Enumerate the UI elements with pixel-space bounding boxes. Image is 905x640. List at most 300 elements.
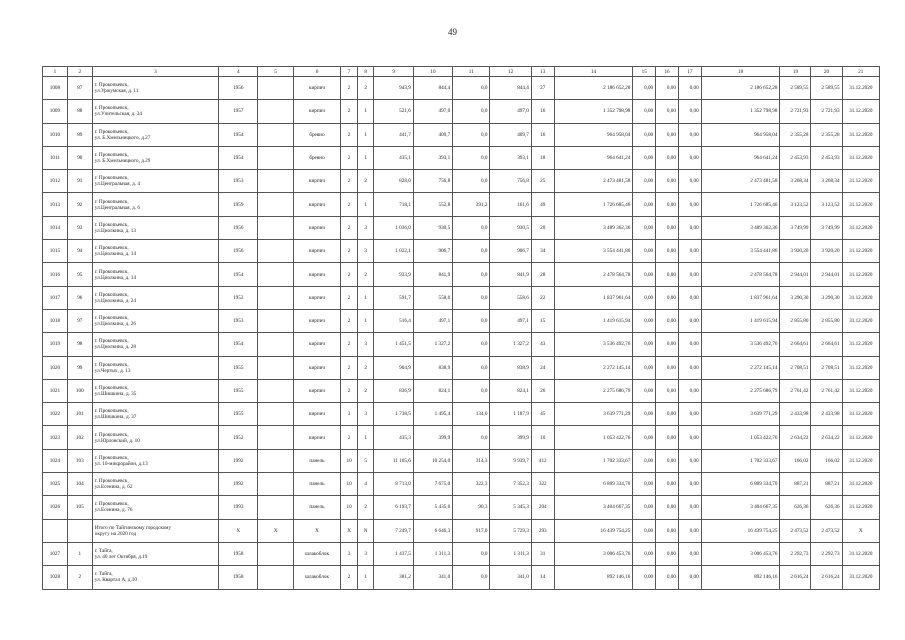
cell-s18: 1 837 961,64 bbox=[701, 286, 780, 309]
cell-k: 100 bbox=[67, 379, 92, 402]
cell-n: 1009 bbox=[43, 100, 68, 123]
cell-s20: 2 664,61 bbox=[811, 333, 842, 356]
cell-k bbox=[67, 519, 92, 542]
address-line: г. Прокопьевск, bbox=[94, 385, 129, 391]
address-line: ул.Юрловский, д. 10 bbox=[94, 437, 140, 444]
cell-s20: 2 761,42 bbox=[811, 379, 842, 402]
cell-c5 bbox=[258, 449, 293, 472]
cell-c5 bbox=[258, 333, 293, 356]
total-row bbox=[43, 519, 880, 542]
cell-s15: 0,00 bbox=[633, 263, 656, 286]
cell-d21: 31.12.2020 bbox=[842, 403, 879, 426]
cell-s18: 3 536 492,76 bbox=[701, 333, 780, 356]
cell-en: 1 bbox=[357, 146, 374, 169]
cell-n: 1028 bbox=[43, 566, 68, 589]
address-cell bbox=[92, 426, 218, 449]
cell-c5 bbox=[258, 240, 293, 263]
table-row bbox=[43, 286, 880, 309]
cell-k: 89 bbox=[67, 123, 92, 146]
cell-mat: кирпич bbox=[293, 216, 341, 239]
cell-mat: кирпич bbox=[293, 286, 341, 309]
cell-year: 1992 bbox=[219, 473, 258, 496]
cell-a11: 90,3 bbox=[453, 496, 490, 519]
cell-s19: 2 355,28 bbox=[780, 123, 811, 146]
cell-s20: 166,02 bbox=[811, 449, 842, 472]
address-line: г. Прокопьевск, bbox=[94, 198, 129, 205]
cell-s17: 0,00 bbox=[678, 449, 701, 472]
cell-s18: 6 809 334,70 bbox=[701, 473, 780, 496]
address-cell bbox=[92, 566, 218, 589]
cell-s15: 0,00 bbox=[633, 473, 656, 496]
cell-a9: 1 451,5 bbox=[374, 333, 413, 356]
address-line: ул.Учительская, д. 34 bbox=[94, 111, 142, 118]
cell-p13: 20 bbox=[531, 216, 554, 239]
address-line: ул.Циолкина, д. 13 bbox=[94, 227, 136, 234]
cell-d21: 31.12.2020 bbox=[842, 379, 879, 402]
cell-s19: 2 721,93 bbox=[780, 100, 811, 123]
cell-k: 105 bbox=[67, 496, 92, 519]
cell-a10: 558,6 bbox=[413, 286, 452, 309]
address-line: ул.Циолкина, д. 24 bbox=[94, 297, 136, 304]
cell-s17: 0,00 bbox=[678, 77, 701, 100]
cell-mat: кирпич bbox=[293, 309, 341, 332]
cell-a11: 0,0 bbox=[453, 100, 490, 123]
table-row bbox=[43, 379, 880, 402]
cell-a9: 8 713,0 bbox=[374, 473, 413, 496]
cell-a11: 0,0 bbox=[453, 379, 490, 402]
cell-a10: 497,1 bbox=[413, 309, 452, 332]
column-number-cell: 12 bbox=[490, 67, 531, 77]
address-cell bbox=[92, 123, 218, 146]
address-cell bbox=[92, 170, 218, 193]
cell-a10: 409,7 bbox=[413, 123, 452, 146]
cell-a12: 341,0 bbox=[490, 566, 531, 589]
address-line: г. Прокопьевск, bbox=[94, 175, 129, 182]
cell-s17: 0,00 bbox=[678, 566, 701, 589]
cell-a11: 0,0 bbox=[453, 309, 490, 332]
cell-en: 1 bbox=[357, 426, 374, 449]
address-line: ул.Циолкина, д. 14 bbox=[94, 274, 136, 281]
cell-s16: 0,00 bbox=[656, 379, 679, 402]
cell-p13: 10 bbox=[531, 426, 554, 449]
cell-year: 1956 bbox=[219, 240, 258, 263]
cell-fl: 2 bbox=[341, 356, 358, 379]
cell-s14: 1 837 961,64 bbox=[554, 286, 633, 309]
cell-s18: 1 419 615,94 bbox=[701, 309, 780, 332]
cell-mat: кирпич bbox=[293, 77, 341, 100]
cell-fl: 2 bbox=[341, 566, 358, 589]
cell-year: 1953 bbox=[219, 170, 258, 193]
table-row bbox=[43, 240, 880, 263]
cell-n: 1013 bbox=[43, 193, 68, 216]
cell-a10: 838,9 bbox=[413, 356, 452, 379]
cell-a12: 844,4 bbox=[490, 77, 531, 100]
cell-a9: 1 022,1 bbox=[374, 240, 413, 263]
cell-s18: 2 186 652,28 bbox=[701, 77, 780, 100]
cell-n: 1008 bbox=[43, 77, 68, 100]
cell-s16: 0,00 bbox=[656, 542, 679, 565]
cell-p13: 45 bbox=[531, 403, 554, 426]
column-number-cell: 18 bbox=[701, 67, 780, 77]
cell-year: 1958 bbox=[219, 566, 258, 589]
table-row bbox=[43, 309, 880, 332]
address-line: г. Прокопьевск, bbox=[94, 408, 129, 415]
address-cell bbox=[92, 146, 218, 169]
cell-en: 2 bbox=[357, 496, 374, 519]
cell-s19: 2 708,51 bbox=[780, 356, 811, 379]
cell-s15: 0,00 bbox=[633, 77, 656, 100]
address-line: ул.Есенина, д. 62 bbox=[94, 484, 133, 491]
cell-fl: 2 bbox=[341, 77, 358, 100]
cell-year: 1953 bbox=[219, 309, 258, 332]
cell-a12: 841,9 bbox=[490, 263, 531, 286]
cell-s17: 0,00 bbox=[678, 496, 701, 519]
address-line: г. Прокопьевск, bbox=[94, 152, 129, 159]
address-cell bbox=[92, 240, 218, 263]
column-number-cell: 4 bbox=[219, 67, 258, 77]
cell-n: 1012 bbox=[43, 170, 68, 193]
cell-fl: 2 bbox=[341, 426, 358, 449]
cell-k: 92 bbox=[67, 193, 92, 216]
cell-p13: 15 bbox=[531, 309, 554, 332]
cell-s17: 0,00 bbox=[678, 263, 701, 286]
cell-s18: 964 958,04 bbox=[701, 123, 780, 146]
cell-a9: 591,7 bbox=[374, 286, 413, 309]
cell-s16: 0,00 bbox=[656, 240, 679, 263]
cell-year: 1993 bbox=[219, 496, 258, 519]
cell-a9: 435,3 bbox=[374, 426, 413, 449]
cell-s14: 1 702 333,67 bbox=[554, 449, 633, 472]
cell-s16: 0,00 bbox=[656, 100, 679, 123]
cell-s15: 0,00 bbox=[633, 542, 656, 565]
cell-a9: 828,0 bbox=[374, 170, 413, 193]
cell-a11: 0,0 bbox=[453, 333, 490, 356]
cell-s20: 2 708,51 bbox=[811, 356, 842, 379]
column-number-cell: 9 bbox=[374, 67, 413, 77]
address-line: г. Прокопьевск, bbox=[94, 245, 129, 252]
cell-s15: 0,00 bbox=[633, 216, 656, 239]
cell-k: 103 bbox=[67, 449, 92, 472]
table-row bbox=[43, 496, 880, 519]
cell-s19: 2 664,61 bbox=[780, 333, 811, 356]
address-line: г. Прокопьевск, bbox=[94, 501, 129, 508]
cell-en: 1 bbox=[357, 286, 374, 309]
cell-c5 bbox=[258, 566, 293, 589]
cell-a12: 930,5 bbox=[490, 216, 531, 239]
column-number-cell: 7 bbox=[341, 67, 358, 77]
table-row bbox=[43, 449, 880, 472]
cell-s15: 0,00 bbox=[633, 193, 656, 216]
cell-p13: 412 bbox=[531, 449, 554, 472]
cell-k: 87 bbox=[67, 77, 92, 100]
cell-s14: 2 272 145,14 bbox=[554, 356, 633, 379]
cell-s17: 0,00 bbox=[678, 356, 701, 379]
cell-a9: 836,9 bbox=[374, 379, 413, 402]
cell-s19: 2 761,42 bbox=[780, 379, 811, 402]
cell-a10: 552,8 bbox=[413, 193, 452, 216]
address-line: ул. 10-микрорайон, д.13 bbox=[94, 460, 148, 467]
cell-en: 2 bbox=[357, 263, 374, 286]
cell-a10: 341,0 bbox=[413, 566, 452, 589]
cell-fl: 3 bbox=[341, 542, 358, 565]
cell-s14: 1 419 615,94 bbox=[554, 309, 633, 332]
cell-p13: 14 bbox=[531, 566, 554, 589]
cell-mat: кирпич bbox=[293, 240, 341, 263]
cell-s17: 0,00 bbox=[678, 542, 701, 565]
cell-s19: 2 433,98 bbox=[780, 403, 811, 426]
cell-a12: 5 729,3 bbox=[490, 519, 531, 542]
address-cell bbox=[92, 519, 218, 542]
table-row bbox=[43, 146, 880, 169]
cell-a9: 11 165,6 bbox=[374, 449, 413, 472]
cell-en: 3 bbox=[357, 403, 374, 426]
cell-fl: 2 bbox=[341, 193, 358, 216]
cell-s20: 887,21 bbox=[811, 473, 842, 496]
cell-n: 1016 bbox=[43, 263, 68, 286]
address-line: ул. Квартал А, д.10 bbox=[94, 577, 137, 584]
cell-c5 bbox=[258, 77, 293, 100]
cell-s14: 3 639 771,29 bbox=[554, 403, 633, 426]
cell-s14: 2 473 481,58 bbox=[554, 170, 633, 193]
cell-a9: 1 036,0 bbox=[374, 216, 413, 239]
cell-s16: 0,00 bbox=[656, 309, 679, 332]
cell-p13: 322 bbox=[531, 473, 554, 496]
cell-k: 90 bbox=[67, 146, 92, 169]
cell-s18: 3 639 771,29 bbox=[701, 403, 780, 426]
cell-k: 1 bbox=[67, 542, 92, 565]
cell-k: 97 bbox=[67, 309, 92, 332]
cell-d21: 31.12.2020 bbox=[842, 216, 879, 239]
cell-a9: 1 437,5 bbox=[374, 542, 413, 565]
cell-s19: 2 944,01 bbox=[780, 263, 811, 286]
cell-en: 2 bbox=[357, 356, 374, 379]
cell-year: 1952 bbox=[219, 426, 258, 449]
cell-year: 1959 bbox=[219, 193, 258, 216]
cell-year: 1955 bbox=[219, 379, 258, 402]
cell-a9: 6 193,7 bbox=[374, 496, 413, 519]
address-line: г. Прокопьевск, bbox=[94, 105, 129, 112]
cell-year: 1955 bbox=[219, 356, 258, 379]
column-number-cell: 14 bbox=[554, 67, 633, 77]
cell-s16: 0,00 bbox=[656, 426, 679, 449]
cell-a12: 9 939,7 bbox=[490, 449, 531, 472]
cell-en: 1 bbox=[357, 193, 374, 216]
cell-a11: 0,0 bbox=[453, 542, 490, 565]
cell-a10: 906,7 bbox=[413, 240, 452, 263]
address-line: ул.Центральная, д. 4 bbox=[94, 181, 140, 188]
cell-s17: 0,00 bbox=[678, 286, 701, 309]
cell-s17: 0,00 bbox=[678, 426, 701, 449]
address-line: г. Прокопьевск, bbox=[94, 291, 129, 298]
cell-n: 1021 bbox=[43, 379, 68, 402]
cell-s16: 0,00 bbox=[656, 286, 679, 309]
column-number-cell: 6 bbox=[293, 67, 341, 77]
address-line: г. Прокопьевск, bbox=[94, 478, 129, 485]
cell-s19: 2 473,52 bbox=[780, 519, 811, 542]
cell-fl: X bbox=[341, 519, 358, 542]
address-line: ул. Б.Хмельницкого, д.29 bbox=[94, 158, 151, 165]
cell-en: 1 bbox=[357, 100, 374, 123]
cell-c5 bbox=[258, 309, 293, 332]
address-cell bbox=[92, 403, 218, 426]
cell-fl: 2 bbox=[341, 146, 358, 169]
cell-s20: 3 123,52 bbox=[811, 193, 842, 216]
cell-s14: 3 006 453,76 bbox=[554, 542, 633, 565]
cell-s17: 0,00 bbox=[678, 309, 701, 332]
cell-mat: панель bbox=[293, 449, 341, 472]
cell-s18: 16 439 754,25 bbox=[701, 519, 780, 542]
address-line: ул.Чертых, д. 13 bbox=[94, 367, 131, 374]
cell-d21: 31.12.2020 bbox=[842, 333, 879, 356]
cell-mat: кирпич bbox=[293, 356, 341, 379]
table-row bbox=[43, 333, 880, 356]
cell-a12: 558,6 bbox=[490, 286, 531, 309]
cell-s14: 2 186 652,28 bbox=[554, 77, 633, 100]
cell-mat: кирпич bbox=[293, 426, 341, 449]
cell-n: 1019 bbox=[43, 333, 68, 356]
cell-s19: 3 920,20 bbox=[780, 240, 811, 263]
column-number-cell: 20 bbox=[811, 67, 842, 77]
address-line: ул. Б.Хмельницкого, д.27 bbox=[94, 134, 151, 141]
cell-year: 1954 bbox=[219, 263, 258, 286]
cell-a10: 756,8 bbox=[413, 170, 452, 193]
cell-s15: 0,00 bbox=[633, 519, 656, 542]
cell-s16: 0,00 bbox=[656, 146, 679, 169]
cell-s18: 2 478 564,78 bbox=[701, 263, 780, 286]
cell-s14: 16 439 754,25 bbox=[554, 519, 633, 542]
column-number-cell: 21 bbox=[842, 67, 879, 77]
cell-k: 98 bbox=[67, 333, 92, 356]
cell-a10: 841,9 bbox=[413, 263, 452, 286]
cell-c5 bbox=[258, 193, 293, 216]
cell-s18: 1 352 798,98 bbox=[701, 100, 780, 123]
cell-s15: 0,00 bbox=[633, 170, 656, 193]
cell-s16: 0,00 bbox=[656, 123, 679, 146]
cell-s14: 1 053 422,76 bbox=[554, 426, 633, 449]
cell-s19: 166,02 bbox=[780, 449, 811, 472]
address-line: ул.Уржумская, д. 11 bbox=[94, 88, 139, 95]
cell-s14: 2 478 564,78 bbox=[554, 263, 633, 286]
address-cell bbox=[92, 496, 218, 519]
address-cell bbox=[92, 100, 218, 123]
cell-s15: 0,00 bbox=[633, 146, 656, 169]
cell-mat: шлакоблок bbox=[293, 566, 341, 589]
cell-d21: 31.12.2020 bbox=[842, 309, 879, 332]
cell-s18: 3 489 362,36 bbox=[701, 216, 780, 239]
cell-d21: 31.12.2020 bbox=[842, 146, 879, 169]
cell-s20: 3 268,34 bbox=[811, 170, 842, 193]
cell-n: 1014 bbox=[43, 216, 68, 239]
cell-s18: 964 641,24 bbox=[701, 146, 780, 169]
cell-a11: 0,0 bbox=[453, 286, 490, 309]
table-row bbox=[43, 263, 880, 286]
cell-p13: 43 bbox=[531, 333, 554, 356]
cell-year: 1954 bbox=[219, 333, 258, 356]
cell-a10: 10 254,0 bbox=[413, 449, 452, 472]
table-row bbox=[43, 100, 880, 123]
cell-c5 bbox=[258, 496, 293, 519]
cell-d21: X bbox=[842, 519, 879, 542]
cell-a12: 497,0 bbox=[490, 100, 531, 123]
cell-s19: 887,21 bbox=[780, 473, 811, 496]
cell-p13: 49 bbox=[531, 193, 554, 216]
cell-fl: 2 bbox=[341, 309, 358, 332]
cell-d21: 31.12.2020 bbox=[842, 193, 879, 216]
cell-a11: 0,0 bbox=[453, 77, 490, 100]
cell-s19: 626,36 bbox=[780, 496, 811, 519]
address-line: ул.Шишкина, д. 37 bbox=[94, 414, 137, 421]
address-line: г. Прокопьевск, bbox=[94, 315, 129, 322]
cell-s19: 2 634,22 bbox=[780, 426, 811, 449]
address-cell bbox=[92, 193, 218, 216]
cell-a10: 824,1 bbox=[413, 379, 452, 402]
cell-en: 3 bbox=[357, 216, 374, 239]
column-number-cell: 10 bbox=[413, 67, 452, 77]
cell-d21: 31.12.2020 bbox=[842, 449, 879, 472]
cell-s17: 0,00 bbox=[678, 379, 701, 402]
cell-fl: 2 bbox=[341, 333, 358, 356]
cell-s18: 3 554 441,86 bbox=[701, 240, 780, 263]
cell-s20: 3 749,99 bbox=[811, 216, 842, 239]
cell-s16: 0,00 bbox=[656, 519, 679, 542]
cell-d21: 31.12.2020 bbox=[842, 286, 879, 309]
cell-k: 101 bbox=[67, 403, 92, 426]
cell-mat: шлакоблок bbox=[293, 542, 341, 565]
cell-a12: 393,1 bbox=[490, 146, 531, 169]
cell-d21: 31.12.2020 bbox=[842, 170, 879, 193]
cell-s20: 2 616,24 bbox=[811, 566, 842, 589]
address-cell bbox=[92, 263, 218, 286]
cell-a11: 0,0 bbox=[453, 426, 490, 449]
cell-n: 1022 bbox=[43, 403, 68, 426]
address-line: ул.Есенина, д. 76 bbox=[94, 507, 133, 514]
cell-fl: 10 bbox=[341, 496, 358, 519]
cell-n: 1024 bbox=[43, 449, 68, 472]
cell-year: 1954 bbox=[219, 146, 258, 169]
address-line: ул.Циолкина, д. 14 bbox=[94, 251, 136, 258]
address-cell bbox=[92, 449, 218, 472]
cell-c5 bbox=[258, 356, 293, 379]
cell-mat: кирпич bbox=[293, 263, 341, 286]
cell-s15: 0,00 bbox=[633, 240, 656, 263]
cell-c5: X bbox=[258, 519, 293, 542]
cell-n: 1010 bbox=[43, 123, 68, 146]
cell-a9: 441,7 bbox=[374, 123, 413, 146]
cell-mat: панель bbox=[293, 473, 341, 496]
cell-fl: 10 bbox=[341, 449, 358, 472]
cell-en: 1 bbox=[357, 123, 374, 146]
cell-c5 bbox=[258, 170, 293, 193]
cell-s17: 0,00 bbox=[678, 403, 701, 426]
cell-a12: 756,8 bbox=[490, 170, 531, 193]
cell-a11: 0,0 bbox=[453, 356, 490, 379]
cell-s15: 0,00 bbox=[633, 449, 656, 472]
cell-mat: кирпич bbox=[293, 170, 341, 193]
table-row bbox=[43, 473, 880, 496]
cell-p13: 28 bbox=[531, 263, 554, 286]
cell-year: 1956 bbox=[219, 77, 258, 100]
cell-s19: 3 290,30 bbox=[780, 286, 811, 309]
address-cell bbox=[92, 333, 218, 356]
cell-s18: 892 146,16 bbox=[701, 566, 780, 589]
table-row bbox=[43, 403, 880, 426]
cell-s17: 0,00 bbox=[678, 193, 701, 216]
cell-s19: 3 123,52 bbox=[780, 193, 811, 216]
table-row bbox=[43, 356, 880, 379]
table-row bbox=[43, 77, 880, 100]
cell-n: 1018 bbox=[43, 309, 68, 332]
column-number-cell: 11 bbox=[453, 67, 490, 77]
